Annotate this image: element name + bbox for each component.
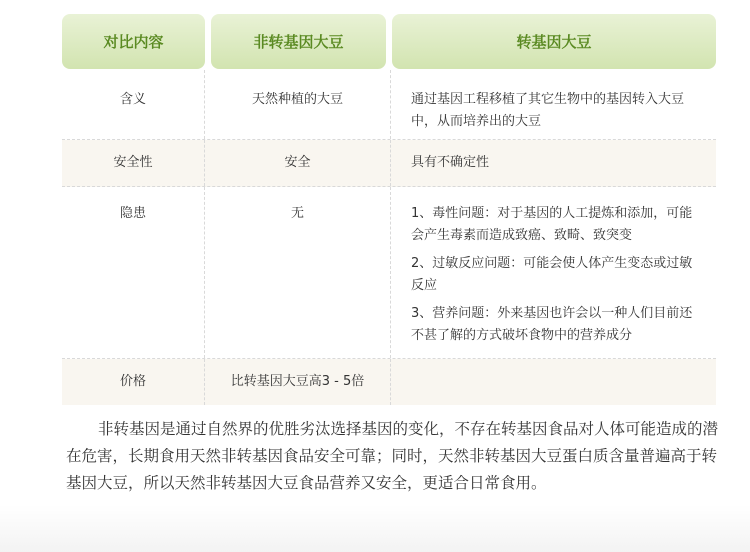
row-label-risks: 隐患 (119, 206, 146, 221)
header-gmo-soybean: 转基因大豆 (392, 14, 716, 69)
risk-item-allergy: 2、过敏反应问题：可能会使人体产生变态或过敏反应 (411, 256, 693, 293)
table-row-risks (62, 187, 716, 359)
risk-item-toxicity: 1、毒性问题：对于基因的人工提炼和添加，可能会产生毒素而造成致癌、致畸、致突变 (411, 206, 693, 243)
non-gmo-safety: 安全 (284, 155, 311, 170)
risk-item-nutrition: 3、营养问题：外来基因也许会以一种人们目前还不甚了解的方式破坏食物中的营养成分 (411, 306, 693, 343)
non-gmo-definition: 天然种植的大豆 (251, 92, 343, 107)
gmo-definition: 通过基因工程移植了其它生物中的基因转入大豆中，从而培养出的大豆 (411, 92, 685, 129)
summary-paragraph: 非转基因是通过自然界的优胜劣汰选择基因的变化，不存在转基因食品对人体可能造成的潜在危害，长期食用天然非转基因食品安全可靠；同时，天然非转基因大豆蛋白质含量普遍高于转基因大豆，所以天然非转基因大豆食品营养又安全，更适合日常食用。 (66, 420, 719, 492)
gmo-safety: 具有不确定性 (411, 155, 490, 170)
gmo-risk-list (391, 203, 716, 347)
table-row-safety (62, 140, 716, 187)
row-label-price: 价格 (119, 374, 146, 389)
row-label-safety: 安全性 (113, 155, 153, 170)
header-non-gmo-soybean: 非转基因大豆 (211, 14, 386, 69)
bottom-shade (0, 505, 750, 552)
table-row-price (62, 359, 716, 405)
row-label-definition: 含义 (119, 92, 146, 107)
table-header (62, 14, 716, 70)
non-gmo-price: 比转基因大豆高3 - 5倍 (230, 374, 365, 389)
header-compare-content: 对比内容 (62, 14, 205, 69)
table-row-definition (62, 70, 716, 140)
non-gmo-risks: 无 (290, 206, 304, 221)
comparison-table (62, 14, 716, 405)
